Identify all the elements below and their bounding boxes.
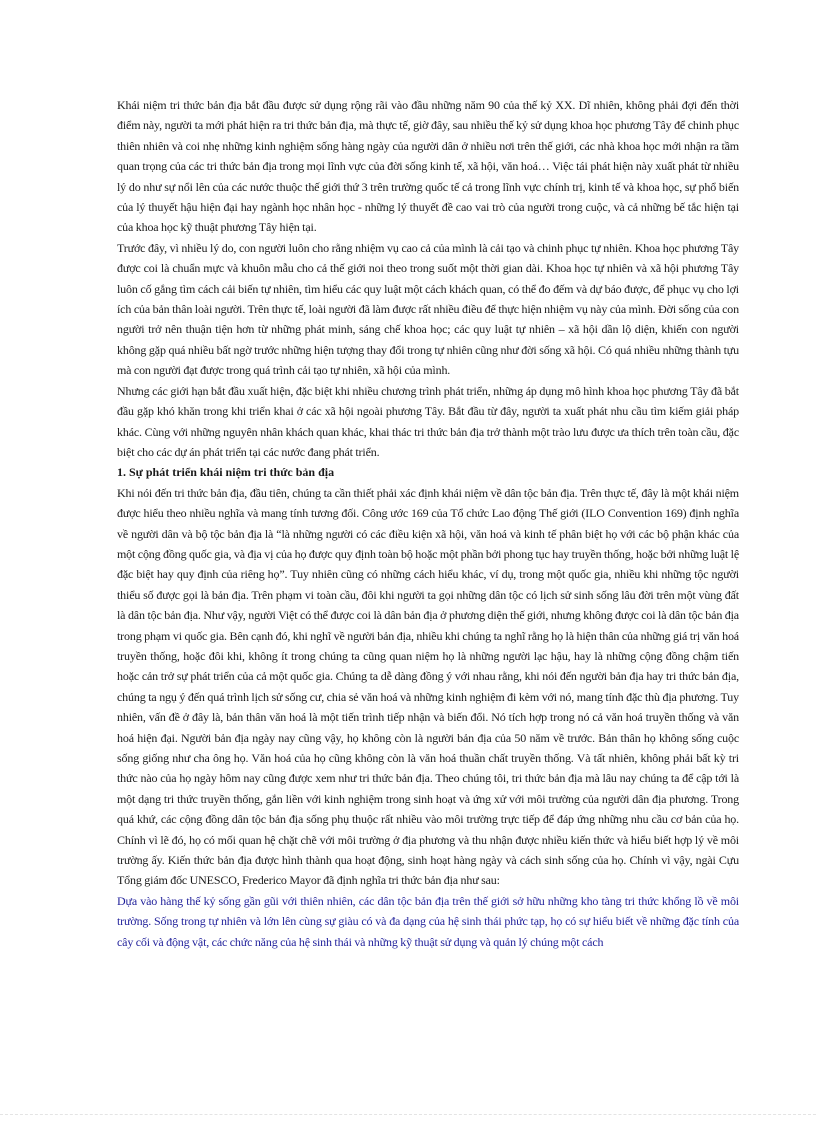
background-paragraph: Trước đây, vì nhiều lý do, con người luôn cho rằng nhiệm vụ cao cả của mình là cải tạo và chinh phục tự nhiên. Khoa học phương Tây được coi là chuẩn mực và khuôn mẫu cho cả thế giới noi theo trong suốt một thời gian dài. Khoa học tự nhiên và xã hội phương Tây luôn cố gắng tìm cách cải biến tự nhiên, tìm hiểu các quy luật một cách khách quan, có thể đo đếm và dự báo được, để phục vụ cho lợi ích của bản thân loài người. Trên thực tế, loài người đã làm được rất nhiều điều để thực hiện nhiệm vụ này của mình. Đời sống của con người trở nên thuận tiện hơn từ những phát minh, sáng chế khoa học; các quy luật tự nhiên – xã hội dần lộ diện, khiến con người không gặp quá nhiều bất ngờ trước những hiện tượng thay đổi trong tự nhiên cũng như đời sống xã hội. Có quá nhiều những thành tựu mà con người đạt được trong quá trình cải tạo tự nhiên, xã hội của mình. xyxy=(117,240,739,378)
page-bottom-divider xyxy=(0,1114,816,1115)
section-heading: 1. Sự phát triển khái niệm tri thức bản địa xyxy=(117,465,335,480)
document-page xyxy=(117,95,739,952)
section-paragraph: Khi nói đến tri thức bản địa, đầu tiên, chúng ta cần thiết phải xác định khái niệm về dân tộc bản địa. Trên thực tế, đây là một khái niệm được hiểu theo nhiều nghĩa và mang tính tương đối. Công ước 169 của Tổ chức Lao động Thế giới (ILO Convention 169) định nghĩa về người dân và bộ tộc bản địa là “là những người có các điều kiện xã hội, văn hoá và kinh tế phân biệt họ với các bộ phận khác của một cộng đồng quốc gia, và địa vị của họ được quy định toàn bộ hoặc một phần bởi phong tục hay truyền thống, hoặc bởi những luật lệ đặc biệt hay quy định của riêng họ”. Tuy nhiên cũng có những cách hiểu khác, ví dụ, trong một quốc gia, nhiều khi những tộc người thiểu số được gọi là bản địa. Trên phạm vi toàn cầu, đôi khi người ta gọi những dân tộc có lịch sử sinh sống lâu đời trên một vùng đất là dân tộc bản địa. Như vậy, người Việt có thể được coi là dân bản địa ở phương diện thế giới, nhưng không được coi là dân tộc bản địa trong phạm vi quốc gia. Bên cạnh đó, khi nghĩ về người bản địa, nhiều khi chúng ta nghĩ rằng họ là hiện thân của những giá trị văn hoá truyền thống, hoặc đôi khi, không ít trong chúng ta cũng quan niệm họ là những người lạc hậu, hay là những cộng đồng chậm tiến hoặc cản trở sự phát triển của cả một quốc gia. Chúng ta dễ dàng đồng ý với nhau rằng, khi nói đến người bản địa hay tri thức bản địa, chúng ta ngụ ý đến quá trình lịch sử sống cư, chia sẻ văn hoá và những kinh nghiệm đi kèm với nó, mang tính đặc thù địa phương. Tuy nhiên, vấn đề ở đây là, bản thân văn hoá là một tiến trình tiếp nhận và biến đổi. Nó tích hợp trong nó cả văn hoá truyền thống và văn hoá hiện đại. Người bản địa ngày nay cũng vậy, họ không còn là người bản địa của 50 năm về trước. Bản thân họ không sống cuộc sống giống như cha ông họ. Văn hoá của họ cũng không còn là văn hoá thuần chất truyền thống. Và tất nhiên, không phải bất kỳ tri thức nào của họ ngày hôm nay cũng được xem như tri thức bản địa. Theo chúng tôi, tri thức bản địa mà lâu nay chúng ta để cập tới là một dạng tri thức truyền thống, gắn liền với kinh nghiệm trong sinh hoạt và ứng xử với môi trường của người dân địa phương. Trong quá khứ, các cộng đồng dân tộc bản địa sống phụ thuộc rất nhiều vào môi trường trực tiếp để đáp ứng những nhu cầu cơ bản của họ. Chính vì lẽ đó, họ có mối quan hệ chặt chẽ với môi trường ở địa phương và thu nhận được nhiều kiến thức và hiểu biết hợp lý về môi trường ấy. Kiến thức bản địa được hình thành qua hoạt động, sinh hoạt hàng ngày và cách sinh sống của họ. Chính vì vậy, ngài Cựu Tổng giám đốc UNESCO, Frederico Mayor đã định nghĩa tri thức bản địa như sau: xyxy=(117,485,739,888)
limits-paragraph: Nhưng các giới hạn bắt đầu xuất hiện, đặc biệt khi nhiều chương trình phát triển, những áp dụng mô hình khoa học phương Tây đã bắt đầu gặp khó khăn trong khi triển khai ở các xã hội ngoài phương Tây. Bắt đầu từ đây, người ta xuất phát nhu cầu tìm kiếm giải pháp khác. Cùng với những nguyên nhân khách quan khác, khai thác tri thức bản địa trở thành một trào lưu được ưa thích trên toàn cầu, đặc biệt cho các dự án phát triển tại các nước đang phát triển. xyxy=(117,383,739,459)
intro-paragraph: Khái niệm tri thức bản địa bắt đầu được sử dụng rộng rãi vào đầu những năm 90 của thế kỷ XX. Dĩ nhiên, không phải đợi đến thời điểm này, người ta mới phát hiện ra tri thức bản địa, mà thực tế, giờ đây, sau nhiều thế kỷ sử dụng khoa học phương Tây để chinh phục thiên nhiên và coi nhẹ những kinh nghiệm sống hàng ngày của người dân ở nhiều nơi trên thế giới, các nhà khoa học mới nhận ra tầm quan trọng của các tri thức bản địa trong mọi lĩnh vực của đời sống kinh tế, xã hội, văn hoá… Việc tái phát hiện này xuất phát từ nhiều lý do như sự nổi lên của các nước thuộc thế giới thứ 3 trên trường quốc tế cả trong lĩnh vực chính trị, kinh tế và khoa học, sự phổ biến của lý thuyết hậu hiện đại hay ngành học nhân học - những lý thuyết đề cao vai trò của người trong cuộc, và cả những bế tắc hiện tại của khoa học kỹ thuật phương Tây hiện tại. xyxy=(117,98,739,235)
unesco-quote: Dựa vào hàng thế kỷ sống gần gũi với thiên nhiên, các dân tộc bản địa trên thế giới sở hữu những kho tàng tri thức khổng lồ về môi trường. Sống trong tự nhiên và lớn lên cùng sự giàu có và đa dạng của hệ sinh thái phức tạp, họ có sự hiểu biết về những đặc tính của cây cối và động vật, các chức năng của hệ sinh thái và những kỹ thuật sử dụng và quản lý chúng một cách xyxy=(117,893,739,949)
